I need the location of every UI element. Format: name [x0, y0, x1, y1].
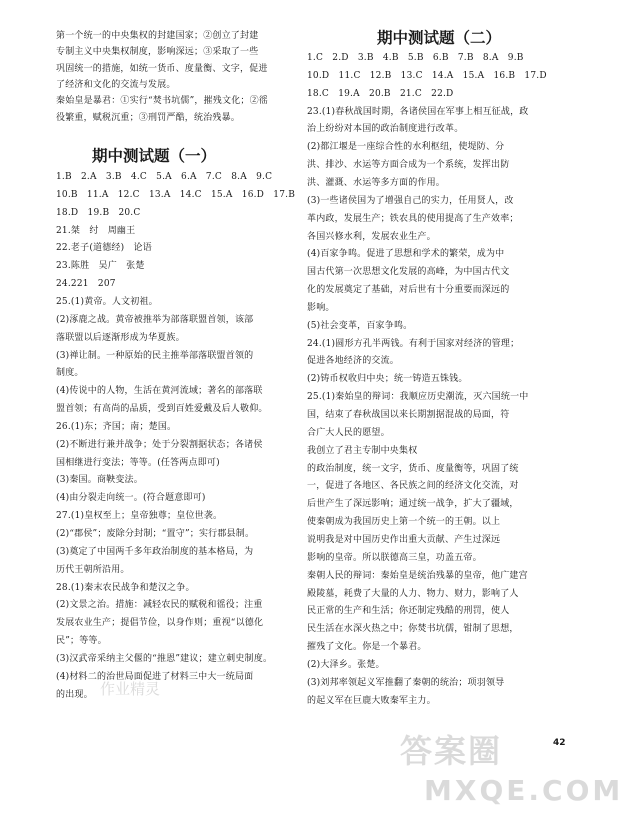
left-answer-line: 27.(1)皇权至上；皇帝独尊；皇位世袭。 [56, 511, 223, 522]
right-answer-line: 一，促进了各地区、各民族之间的经济文化交流，对 [307, 481, 519, 492]
left-answer-line: 10.B 11.A 12.C 13.A 14.C 15.A 16.D 17.B [56, 189, 296, 200]
left-answer-line: 盟首领；有高尚的品质，受到百姓爱戴及后人敬仰。 [56, 404, 268, 415]
left-answer-line: 25.(1)黄帝。人文初祖。 [56, 296, 158, 307]
right-answer-line: 的政治制度，统一文字，货币、度量衡等，巩固了统 [307, 463, 519, 474]
watermark-url: MXQE.COM [424, 774, 623, 807]
right-answer-line: 合广大人民的愿望。 [307, 427, 390, 438]
right-answer-line: 民正常的生产和生活；你还制定残酷的刑罚，使人 [307, 606, 510, 617]
right-answer-line: 殿陵墓，耗费了大量的人力、物力、财力，影响了人 [307, 588, 519, 599]
right-answer-line: 后世产生了深远影响；通过统一战争，扩大了疆域， [307, 499, 519, 510]
right-answer-line: (5)社会变革，百家争鸣。 [307, 320, 413, 331]
right-answer-line: 影响。 [307, 302, 335, 313]
left-answer-line: 制度。 [56, 368, 84, 379]
right-answer-line: 23.(1)春秋战国时期，各诸侯国在军事上相互征战，政 [307, 106, 529, 117]
right-answer-line: 使秦朝成为我国历史上第一个统一的王朝。以上 [307, 517, 501, 528]
left-answer-line: 国相继进行变法；等等。(任答两点即可) [56, 457, 220, 468]
right-answer-line: (2)铸币权收归中央；统一铸造五铢钱。 [307, 374, 468, 385]
left-answer-line: (3)汉武帝采纳主父偃的“推恩”建议；建立刺史制度。 [56, 653, 273, 664]
right-answer-line: (3)刘邦率领起义军推翻了秦朝的统治；项羽领导 [307, 677, 505, 688]
right-answer-line: 革内政，发展生产；铁农具的使用提高了生产效率； [307, 213, 519, 224]
left-answer-line: (2)涿鹿之战。黄帝被推举为部落联盟首领，该部 [56, 314, 254, 325]
left-answer-line: 22.老子(道德经) 论语 [56, 243, 152, 254]
left-answer-line: 落联盟以后逐渐形成为华夏族。 [56, 332, 185, 343]
left-answer-line: (2)文景之治。措施：减轻农民的赋税和徭役；注重 [56, 600, 263, 611]
left-answer-line: 28.(1)秦末农民战争和楚汉之争。 [56, 582, 195, 593]
left-answer-line: (4)由分裂走向统一。(符合题意即可) [56, 493, 206, 504]
left-answer-line: 1.B 2.A 3.B 4.C 5.A 6.A 7.C 8.A 9.C [56, 172, 273, 182]
page-number: 42 [553, 738, 566, 748]
right-answer-line: 化的发展奠定了基础，对后世有十分重要而深远的 [307, 285, 510, 296]
left-answer-line: (3)禅让制。一种原始的民主推举部落联盟首领的 [56, 350, 254, 361]
left-text-line: 役繁重，赋税沉重；③刑罚严酷，统治残暴。 [56, 112, 241, 123]
left-text-line: 秦始皇是暴君：①实行“焚书坑儒”，摧残文化；②徭 [56, 96, 269, 107]
test-title-1: 期中测试题（一） [92, 147, 217, 165]
right-answer-line: (3)一些诸侯国为了增强自己的实力，任用贤人，改 [307, 195, 514, 206]
right-answer-line: 促进各地经济的交流。 [307, 356, 400, 367]
right-answer-line: 1.C 2.D 3.B 4.B 5.B 6.B 7.B 8.A 9.B [307, 53, 524, 63]
right-answer-line: 国，结束了春秋战国以来长期割据混战的局面，符 [307, 410, 510, 420]
left-answer-line: 历代王朝所沿用。 [56, 564, 130, 575]
left-text-line: 巩固统一的措施，如统一货币、度量衡、文字，促进 [56, 63, 268, 74]
right-answer-line: 24.(1)圆形方孔半两钱。有利于国家对经济的管理； [307, 338, 520, 349]
left-answer-line: 24.221 207 [56, 279, 116, 290]
left-answer-line: 18.D 19.B 20.C [56, 207, 141, 218]
left-answer-line: 发展农业生产；提倡节俭，以身作则；重视“以德化 [56, 618, 264, 629]
right-answer-line: 治上纷纷对本国的政治制度进行改革。 [307, 124, 464, 135]
right-answer-line: 各国兴修水利，发展农业生产。 [307, 231, 436, 242]
left-answer-line: (4)传说中的人物，生活在黄河流域；著名的部落联 [56, 386, 263, 397]
right-answer-line: 洪、排沙、水运等方面合成为一个系统，发挥出防 [307, 160, 510, 171]
test-title-2: 期中测试题（二） [377, 29, 502, 47]
left-answer-line: (2)“郡侯”；废除分封制；“置守”；实行郡县制。 [56, 529, 255, 539]
right-answer-line: 说明我是对中国历史作出重大贡献、产生过深远 [307, 534, 501, 545]
right-answer-line: 洪、灌溉、水运等多方面的作用。 [307, 177, 446, 188]
right-answer-line: 影响的皇帝。所以朕德高三皇，功盖五帝。 [307, 552, 482, 563]
left-text-line: 专制主义中央集权制度，影响深远；③采取了一些 [56, 47, 259, 58]
left-answer-line: 21.桀 纣 周幽王 [56, 225, 136, 236]
right-answer-line: 国古代第一次思想文化发展的高峰，为中国古代文 [307, 267, 510, 278]
right-answer-line: 秦朝人民的辩词：秦始皇是统治残暴的皇帝，他广建宫 [307, 570, 528, 581]
right-answer-line: 25.(1)秦始皇的辩词：我顺应历史潮流，灭六国统一中 [307, 392, 529, 403]
right-answer-line: 10.D 11.C 12.B 13.C 14.A 15.A 16.B 17.D [307, 70, 547, 81]
left-answer-line: 23.陈胜 吴广 张楚 [56, 261, 145, 272]
right-answer-line: (2)都江堰是一座综合性的水利枢纽，使堤防、分 [307, 142, 505, 153]
left-text-line: 了经济和文化的交流与发展。 [56, 79, 176, 90]
left-answer-line: (3)奠定了中国两千多年政治制度的基本格局，为 [56, 546, 254, 557]
right-answer-line: 的起义军在巨鹿大败秦军主力。 [307, 695, 436, 706]
right-answer-line: 民生活在水深火热之中；你焚书坑儒，钳制了思想， [307, 624, 519, 635]
right-answer-line: 我创立了君主专制中央集权 [307, 445, 418, 456]
left-answer-line: (2)不断进行兼并战争；处于分裂割据状态；各诸侯 [56, 439, 263, 450]
left-answer-line: (4)材料二的治世局面促进了材料三中大一统局面 [56, 671, 254, 682]
watermark-stamp: 作业精灵 [100, 680, 161, 698]
right-answer-line: 18.C 19.A 20.B 21.C 22.D [307, 88, 454, 99]
left-answer-line: 的出现。 [56, 689, 93, 700]
left-answer-line: (3)秦国。商鞅变法。 [56, 475, 143, 486]
right-answer-line: (2)大泽乡。张楚。 [307, 659, 385, 670]
left-answer-line: 民”；等等。 [56, 636, 107, 647]
left-answer-line: 26.(1)东；齐国；南；楚国。 [56, 421, 177, 432]
left-text-line: 第一个统一的中央集权的封建国家；②创立了封建 [56, 31, 259, 41]
right-answer-line: (4)百家争鸣。促进了思想和学术的繁荣，成为中 [307, 249, 505, 260]
watermark-logo: 答案圈 [400, 732, 503, 770]
right-answer-line: 摧残了文化。你是一个暴君。 [307, 642, 427, 653]
